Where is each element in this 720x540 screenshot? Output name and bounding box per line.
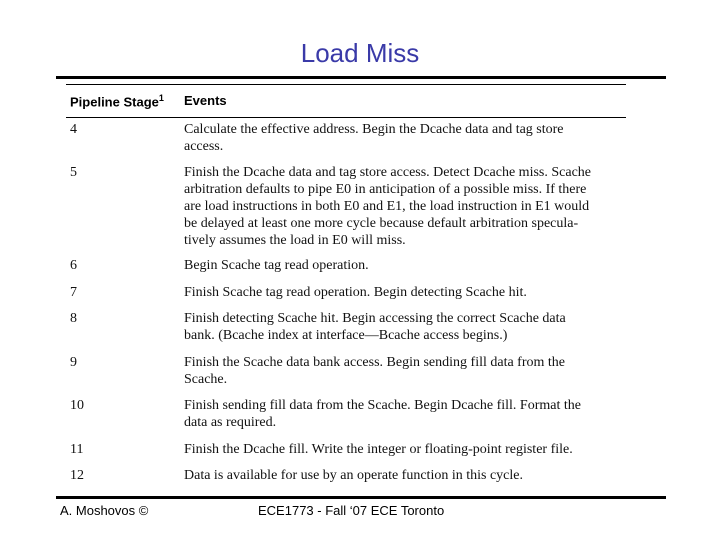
row-stage: 12 (70, 468, 84, 483)
event-line: data as required. (184, 415, 277, 430)
header-stage (70, 93, 164, 109)
row-events (184, 164, 624, 249)
row-events (184, 310, 624, 344)
event-line: Finish sending fill data from the Scache. Begin Dcache fill. Format the (184, 398, 581, 413)
slide-title: Load Miss (300, 38, 420, 68)
footer-course: ECE1773 - Fall ‘07 ECE Toronto (258, 503, 445, 518)
event-line: Finish the Dcache data and tag store access. Detect Dcache miss. Scache (184, 165, 591, 180)
row-events (184, 257, 624, 274)
row-stage: 9 (70, 355, 77, 370)
event-line: tively assumes the load in E0 will miss. (184, 233, 406, 248)
row-stage: 6 (70, 258, 77, 273)
event-line: bank. (Bcache index at interface—Bcache access begins.) (184, 328, 508, 343)
event-line: Finish Scache tag read operation. Begin detecting Scache hit. (184, 285, 527, 300)
row-stage: 4 (70, 122, 77, 137)
row-stage: 5 (70, 165, 77, 180)
row-stage: 8 (70, 311, 77, 326)
top-rule (56, 76, 666, 79)
row-events (184, 354, 624, 388)
row-events (184, 397, 624, 431)
event-line: access. (184, 139, 224, 154)
event-line: Calculate the effective address. Begin the Dcache data and tag store (184, 122, 564, 137)
table-header (66, 84, 626, 118)
header-stage-label: Pipeline Stage (70, 94, 159, 110)
event-line: are load instructions in both E0 and E1, the load instruction in E1 would (184, 199, 590, 214)
event-line: Data is available for use by an operate function in this cycle. (184, 468, 523, 483)
row-events (184, 121, 624, 155)
event-line: Scache. (184, 372, 228, 387)
row-stage: 10 (70, 398, 84, 413)
row-events (184, 441, 624, 458)
event-line: Finish detecting Scache hit. Begin accessing the correct Scache data (184, 311, 566, 326)
event-line: Finish the Scache data bank access. Begin sending fill data from the (184, 355, 566, 370)
footer-author: A. Moshovos © (60, 503, 149, 518)
event-line: Begin Scache tag read operation. (184, 258, 369, 273)
event-line: be delayed at least one more cycle because default arbitration specula- (184, 216, 579, 231)
row-events (184, 467, 624, 484)
row-stage: 7 (70, 285, 77, 300)
event-line: arbitration defaults to pipe E0 in anticipation of a possible miss. If there (184, 182, 587, 197)
pipeline-table (66, 80, 626, 483)
bottom-rule (56, 496, 666, 499)
event-line: Finish the Dcache fill. Write the integer or floating-point register file. (184, 442, 573, 457)
header-stage-footnote: 1 (158, 93, 164, 103)
header-events: Events (184, 93, 227, 108)
row-events (184, 284, 624, 301)
row-stage: 11 (70, 442, 84, 457)
